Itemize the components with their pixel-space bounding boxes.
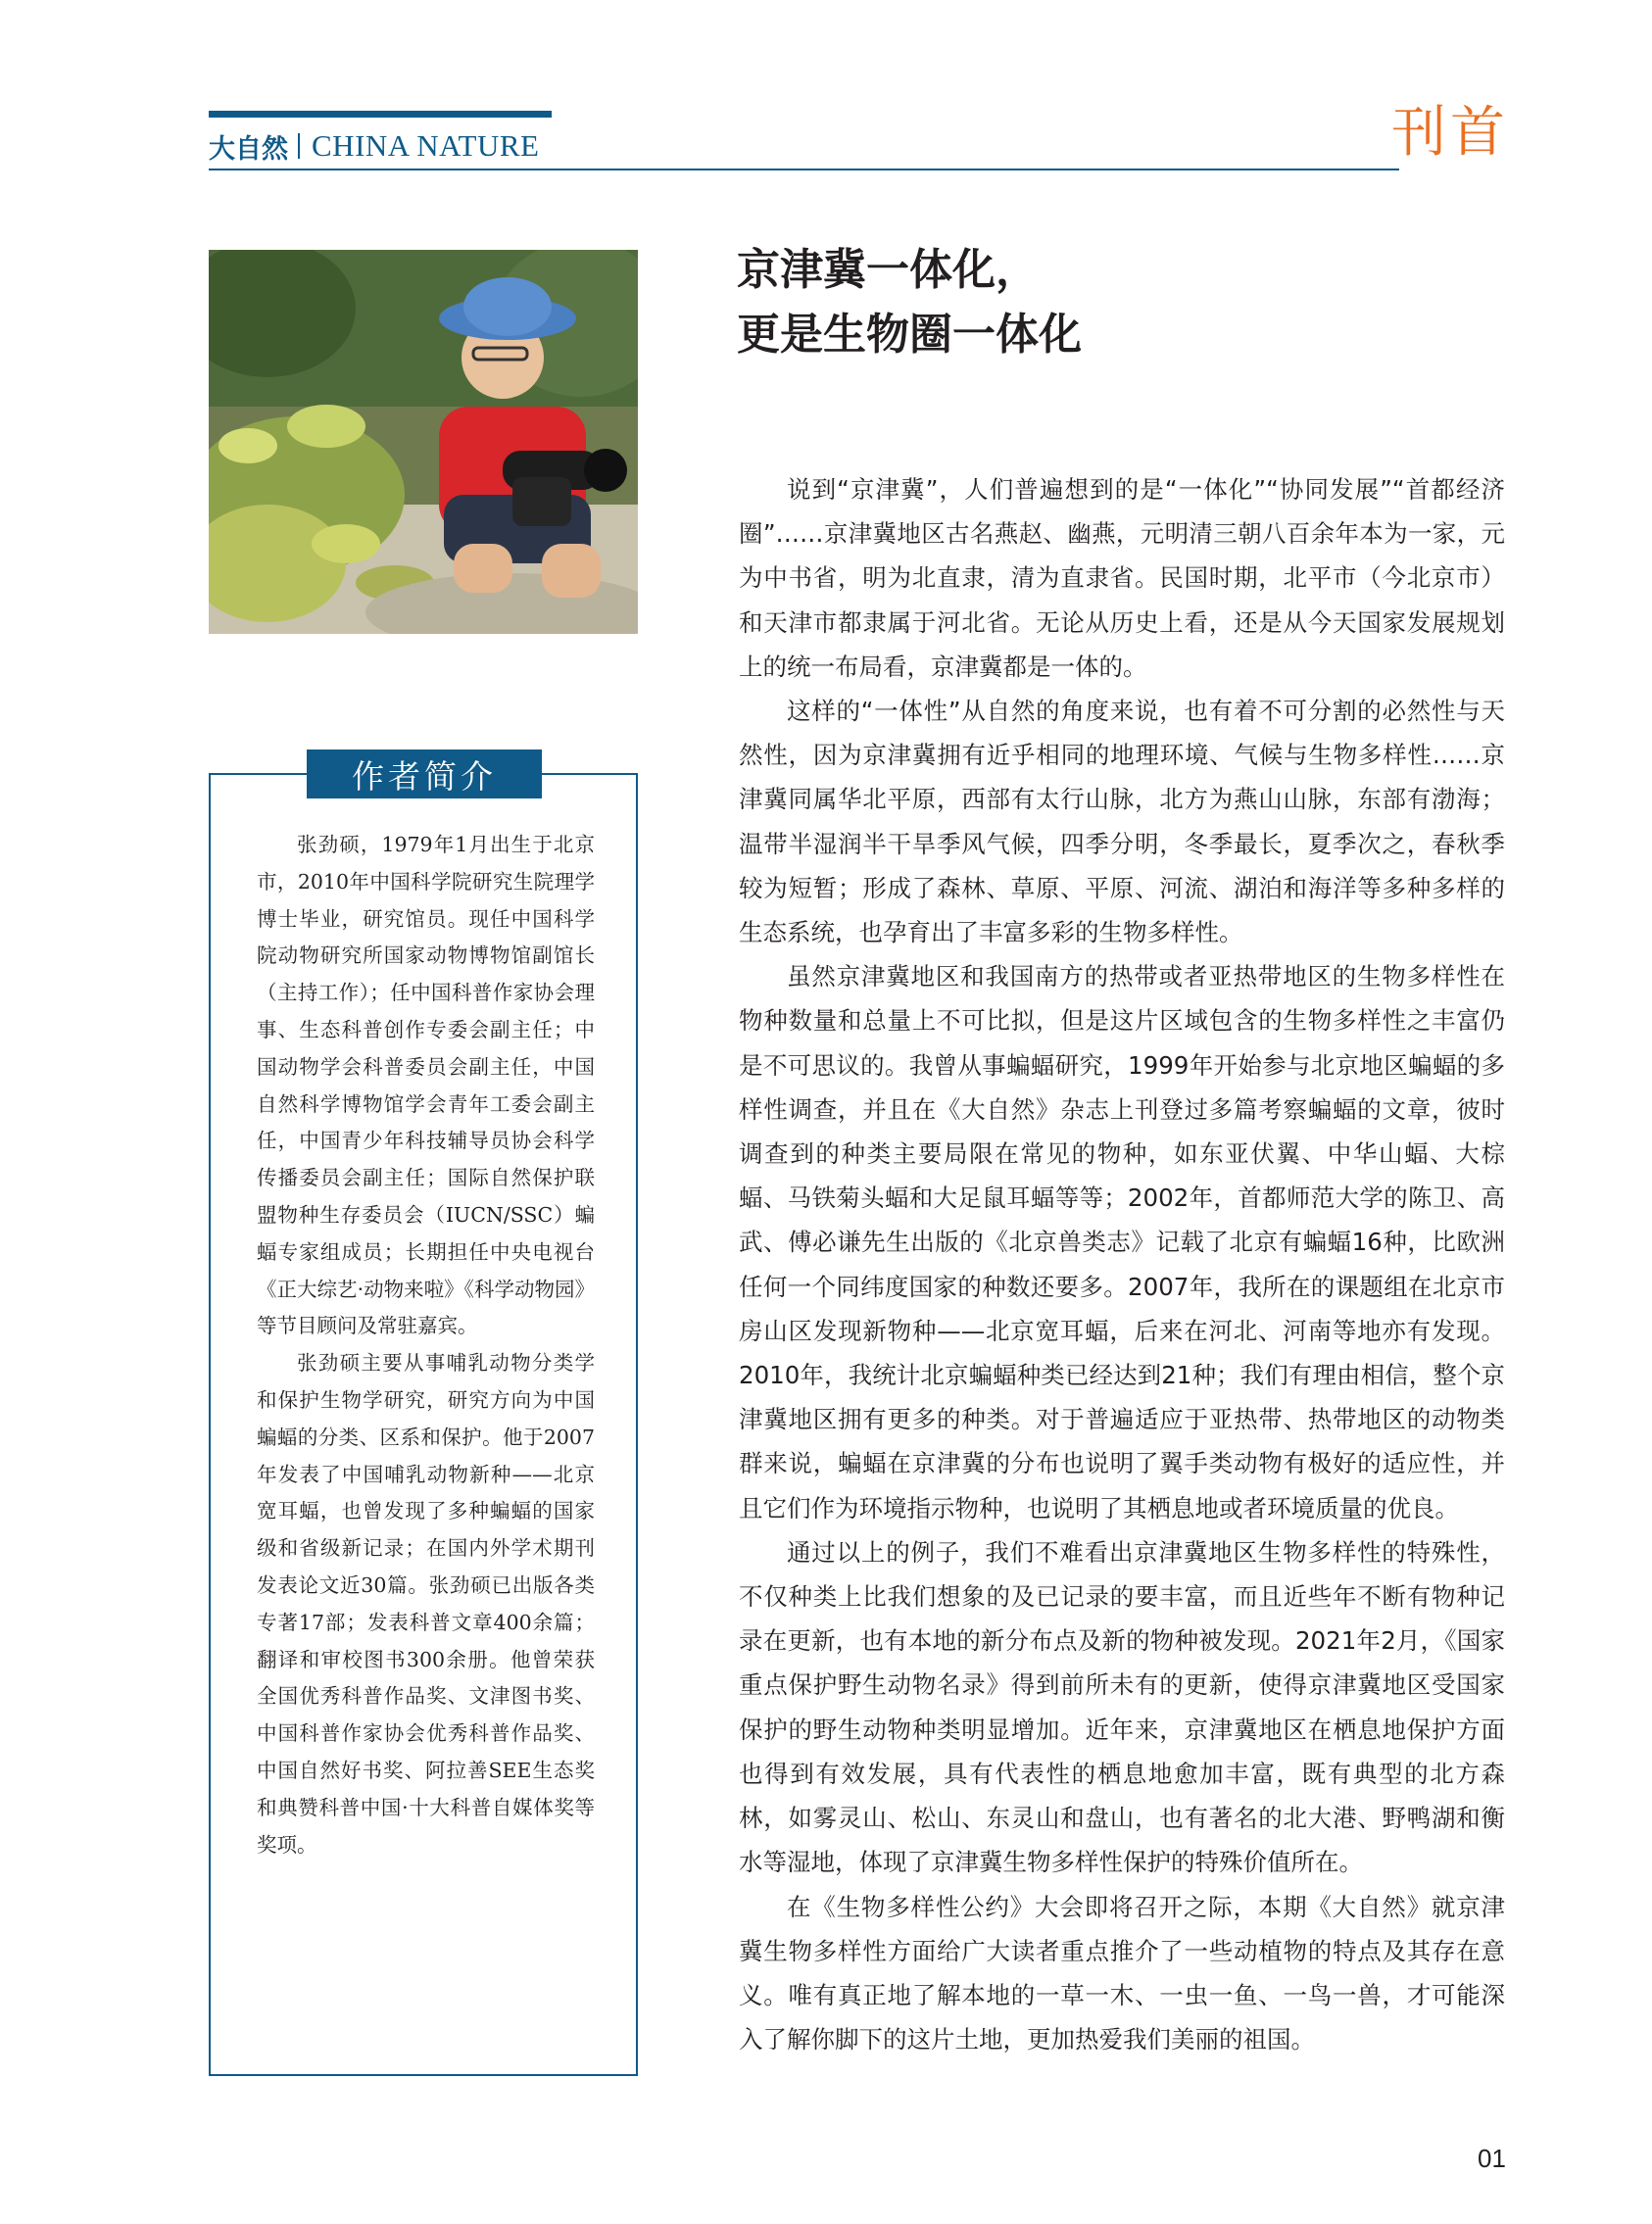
author-photo (209, 250, 638, 634)
article-title (737, 238, 1082, 367)
section-label: 刊首 (1391, 101, 1509, 165)
author-photo-illustration (209, 250, 638, 634)
author-intro-text (257, 827, 595, 1863)
brand-separator (298, 133, 300, 159)
article-paragraph: 这样的“一体性”从自然的角度来说，也有着不可分割的必然性与天然性，因为京津冀拥有近乎相同的地理环境、气候与生物多样性……京津冀同属华北平原，西部有太行山脉，北方为燕山山脉，东部有渤海；温带半湿润半干旱季风气候，四季分明，冬季最长，夏季次之，春秋季较为短暂；形成了森林、草原、平原、河流、湖泊和海洋等多种多样的生态系统，也孕育出了丰富多彩的生物多样性。 (739, 697, 1505, 947)
brand-chinese-name: 大自然 (209, 133, 288, 165)
page-number: 01 (1478, 2144, 1506, 2173)
header-rule (209, 169, 1399, 170)
article-paragraph: 在《生物多样性公约》大会即将召开之际，本期《大自然》就京津冀生物多样性方面给广大读者重点推介了一些动植物的特点及其存在意义。唯有真正地了解本地的一草一木、一虫一鱼、一鸟一兽，才可能深入了解你脚下的这片土地，更加热爱我们美丽的祖国。 (739, 1892, 1505, 2055)
magazine-brand (209, 125, 539, 167)
article-title-line: 京津冀一体化， (737, 245, 1039, 295)
article-title-line: 更是生物圈一体化 (737, 310, 1082, 360)
header-accent-bar (209, 111, 552, 118)
article-paragraph: 虽然京津冀地区和我国南方的热带或者亚热带地区的生物多样性在物种数量和总量上不可比拟，但是这片区域包含的生物多样性之丰富仍是不可思议的。我曾从事蝙蝠研究，1999年开始参与北京地区蝙蝠的多样性调查，并且在《大自然》杂志上刊登过多篇考察蝙蝠的文章，彼时调查到的种类主要局限在常见的物种，如东亚伏翼、中华山蝠、大棕蝠、马铁菊头蝠和大足鼠耳蝠等等；2002年，首都师范大学的陈卫、高武、傅必谦先生出版的《北京兽类志》记载了北京有蝙蝠16种，比欧洲任何一个同纬度国家的种数还要多。2007年，我所在的课题组在北京市房山区发现新物种——北京宽耳蝠，后来在河北、河南等地亦有发现。2010年，我统计北京蝙蝠种类已经达到21种；我们有理由相信，整个京津冀地区拥有更多的种类。对于普遍适应于亚热带、热带地区的动物类群来说，蝙蝠在京津冀的分布也说明了翼手类动物有极好的适应性，并且它们作为环境指示物种，也说明了其栖息地或者环境质量的优良。 (739, 962, 1505, 1523)
author-intro-paragraph: 张劲硕，1979年1月出生于北京市，2010年中国科学院研究生院理学博士毕业，研究馆员。现任中国科学院动物研究所国家动物博物馆副馆长（主持工作）；任中国科普作家协会理事、生态科普创作专委会副主任；中国动物学会科普委员会副主任，中国自然科学博物馆学会青年工委会副主任，中国青少年科技辅导员协会科学传播委员会副主任；国际自然保护联盟物种生存委员会（IUCN/SSC）蝙蝠专家组成员；长期担任中央电视台《正大综艺·动物来啦》《科学动物园》等节目顾问及常驻嘉宾。 (257, 833, 595, 1338)
author-intro-paragraph: 张劲硕主要从事哺乳动物分类学和保护生物学研究，研究方向为中国蝙蝠的分类、区系和保护。他于2007年发表了中国哺乳动物新种——北京宽耳蝠，也曾发现了多种蝙蝠的国家级和省级新记录；在国内外学术期刊发表论文近30篇。张劲硕已出版各类专著17部；发表科普文章400余篇；翻译和审校图书300余册。他曾荣获全国优秀科普作品奖、文津图书奖、中国科普作家协会优秀科普作品奖、中国自然好书奖、阿拉善SEE生态奖和典赞科普中国·十大科普自媒体奖等奖项。 (257, 1351, 595, 1857)
brand-english-name: CHINA NATURE (312, 128, 540, 163)
article-paragraph: 通过以上的例子，我们不难看出京津冀地区生物多样性的特殊性，不仅种类上比我们想象的及已记录的要丰富，而且近些年不断有物种记录在更新，也有本地的新分布点及新的物种被发现。2021年2月，《国家重点保护野生动物名录》得到前所未有的更新，使得京津冀地区受国家保护的野生动物种类明显增加。近年来，京津冀地区在栖息地保护方面也得到有效发展，具有代表性的栖息地愈加丰富，既有典型的北方森林，如雾灵山、松山、东灵山和盘山，也有著名的北大港、野鸭湖和衡水等湿地，体现了京津冀生物多样性保护的特殊价值所在。 (739, 1537, 1505, 1877)
article-body (739, 467, 1505, 2061)
article-paragraph: 说到“京津冀”，人们普遍想到的是“一体化”“协同发展”“首都经济圈”……京津冀地区古名燕赵、幽燕，元明清三朝八百余年本为一家，元为中书省，明为北直隶，清为直隶省。民国时期，北平市（今北京市）和天津市都隶属于河北省。无论从历史上看，还是从今天国家发展规划上的统一布局看，京津冀都是一体的。 (739, 475, 1505, 681)
author-intro-title: 作者简介 (307, 749, 542, 798)
